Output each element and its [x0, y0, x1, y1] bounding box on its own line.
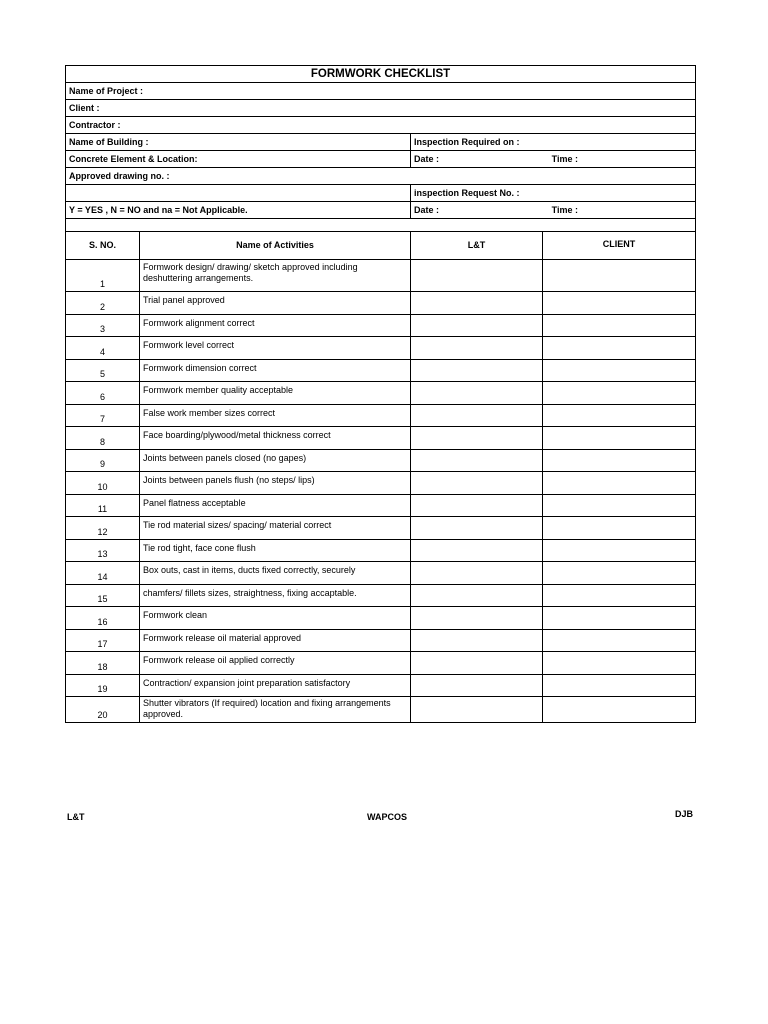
concrete-element-row [66, 151, 696, 168]
contractor-label: Contractor : [66, 117, 696, 134]
item-activity: Shutter vibrators (If required) location and fixing arrangements approved. [140, 697, 411, 723]
table-row [66, 337, 696, 360]
column-header-row [66, 232, 696, 260]
table-row [66, 314, 696, 337]
item-number: 18 [66, 652, 140, 675]
table-row [66, 472, 696, 495]
building-label: Name of Building : [66, 134, 411, 151]
lt-check-cell[interactable] [411, 260, 543, 292]
client-check-cell[interactable] [543, 382, 696, 405]
lt-check-cell[interactable] [411, 629, 543, 652]
item-number: 20 [66, 697, 140, 723]
client-check-cell[interactable] [543, 260, 696, 292]
client-check-cell[interactable] [543, 494, 696, 517]
item-activity: Joints between panels closed (no gapes) [140, 449, 411, 472]
item-activity: Tie rod material sizes/ spacing/ material correct [140, 517, 411, 540]
spacer-cell [66, 219, 696, 232]
item-activity: Box outs, cast in items, ducts fixed correctly, securely [140, 562, 411, 585]
table-row [66, 404, 696, 427]
lt-check-cell[interactable] [411, 562, 543, 585]
table-row [66, 629, 696, 652]
client-check-cell[interactable] [543, 539, 696, 562]
lt-check-cell[interactable] [411, 337, 543, 360]
table-row [66, 449, 696, 472]
lt-check-cell[interactable] [411, 517, 543, 540]
date-time-cell [411, 151, 696, 168]
table-row [66, 427, 696, 450]
item-activity: Formwork dimension correct [140, 359, 411, 382]
item-number: 10 [66, 472, 140, 495]
column-header-client: CLIENT [543, 232, 696, 260]
lt-check-cell[interactable] [411, 449, 543, 472]
client-check-cell[interactable] [543, 562, 696, 585]
client-check-cell[interactable] [543, 449, 696, 472]
lt-check-cell[interactable] [411, 674, 543, 697]
table-row [66, 562, 696, 585]
item-number: 17 [66, 629, 140, 652]
table-row [66, 517, 696, 540]
table-row [66, 652, 696, 675]
signature-line [0, 809, 768, 832]
item-activity: Contraction/ expansion joint preparation satisfactory [140, 674, 411, 697]
client-check-cell[interactable] [543, 404, 696, 427]
project-label: Name of Project : [66, 83, 696, 100]
inspection-required-label: Inspection Required on : [411, 134, 696, 151]
signature-wapcos: WAPCOS [367, 812, 408, 822]
item-activity: Formwork level correct [140, 337, 411, 360]
item-activity: Face boarding/plywood/metal thickness correct [140, 427, 411, 450]
client-check-cell[interactable] [543, 584, 696, 607]
lt-check-cell[interactable] [411, 607, 543, 630]
spacer-row [66, 219, 696, 232]
page-title: FORMWORK CHECKLIST [66, 66, 696, 83]
item-activity: Formwork release oil applied correctly [140, 652, 411, 675]
column-header-activity: Name of Activities [140, 232, 411, 260]
item-number: 7 [66, 404, 140, 427]
item-activity: Formwork clean [140, 607, 411, 630]
table-row [66, 382, 696, 405]
item-activity: False work member sizes correct [140, 404, 411, 427]
lt-check-cell[interactable] [411, 292, 543, 315]
inspection-request-row [66, 185, 696, 202]
item-activity: Joints between panels flush (no steps/ lips) [140, 472, 411, 495]
table-row [66, 697, 696, 723]
item-number: 11 [66, 494, 140, 517]
table-row [66, 260, 696, 292]
client-check-cell[interactable] [543, 652, 696, 675]
table-row [66, 584, 696, 607]
table-row [66, 359, 696, 382]
approved-drawing-label: Approved drawing no. : [66, 168, 696, 185]
client-row [66, 100, 696, 117]
legend-row [66, 202, 696, 219]
item-number: 15 [66, 584, 140, 607]
building-row [66, 134, 696, 151]
time-label-2: Time : [551, 204, 579, 215]
item-number: 19 [66, 674, 140, 697]
item-number: 8 [66, 427, 140, 450]
lt-check-cell[interactable] [411, 314, 543, 337]
date-label: Date : [414, 153, 440, 164]
table-row [66, 607, 696, 630]
lt-check-cell[interactable] [411, 359, 543, 382]
lt-check-cell[interactable] [411, 697, 543, 723]
client-check-cell[interactable] [543, 629, 696, 652]
item-activity: Formwork design/ drawing/ sketch approved including deshuttering arrangements. [140, 260, 411, 292]
time-label: Time : [551, 153, 579, 164]
item-number: 1 [66, 260, 140, 292]
contractor-row [66, 117, 696, 134]
item-number: 4 [66, 337, 140, 360]
item-number: 3 [66, 314, 140, 337]
item-number: 12 [66, 517, 140, 540]
client-check-cell[interactable] [543, 337, 696, 360]
empty-cell [66, 185, 411, 202]
lt-check-cell[interactable] [411, 427, 543, 450]
item-number: 13 [66, 539, 140, 562]
item-number: 14 [66, 562, 140, 585]
item-activity: chamfers/ fillets sizes, straightness, fixing accaptable. [140, 584, 411, 607]
column-header-sno: S. NO. [66, 232, 140, 260]
signature-lt: L&T [67, 812, 85, 822]
lt-check-cell[interactable] [411, 584, 543, 607]
title-row [66, 66, 696, 83]
lt-check-cell[interactable] [411, 652, 543, 675]
table-row [66, 292, 696, 315]
client-check-cell[interactable] [543, 472, 696, 495]
column-header-lt: L&T [411, 232, 543, 260]
client-check-cell[interactable] [543, 292, 696, 315]
checklist-table [65, 65, 696, 723]
lt-check-cell[interactable] [411, 382, 543, 405]
client-check-cell[interactable] [543, 607, 696, 630]
lt-check-cell[interactable] [411, 539, 543, 562]
concrete-element-label: Concrete Element & Location: [66, 151, 411, 168]
lt-check-cell[interactable] [411, 404, 543, 427]
approved-drawing-row [66, 168, 696, 185]
item-number: 2 [66, 292, 140, 315]
lt-check-cell[interactable] [411, 472, 543, 495]
project-row [66, 83, 696, 100]
item-activity: Trial panel approved [140, 292, 411, 315]
checklist-sheet [65, 65, 695, 723]
lt-check-cell[interactable] [411, 494, 543, 517]
table-row [66, 539, 696, 562]
item-activity: Tie rod tight, face cone flush [140, 539, 411, 562]
item-activity: Panel flatness acceptable [140, 494, 411, 517]
item-number: 6 [66, 382, 140, 405]
table-row [66, 494, 696, 517]
client-check-cell[interactable] [543, 427, 696, 450]
legend-text: Y = YES , N = NO and na = Not Applicable. [66, 202, 411, 219]
inspection-request-label: inspection Request No. : [411, 185, 696, 202]
date-label-2: Date : [414, 204, 440, 215]
client-check-cell[interactable] [543, 697, 696, 723]
date-time-cell-2 [411, 202, 696, 219]
item-number: 16 [66, 607, 140, 630]
item-number: 9 [66, 449, 140, 472]
client-label: Client : [66, 100, 696, 117]
table-row [66, 674, 696, 697]
item-activity: Formwork member quality acceptable [140, 382, 411, 405]
item-activity: Formwork release oil material approved [140, 629, 411, 652]
signature-djb: DJB [675, 809, 694, 819]
client-check-cell[interactable] [543, 517, 696, 540]
client-check-cell[interactable] [543, 359, 696, 382]
item-number: 5 [66, 359, 140, 382]
client-check-cell[interactable] [543, 674, 696, 697]
client-check-cell[interactable] [543, 314, 696, 337]
item-activity: Formwork alignment correct [140, 314, 411, 337]
